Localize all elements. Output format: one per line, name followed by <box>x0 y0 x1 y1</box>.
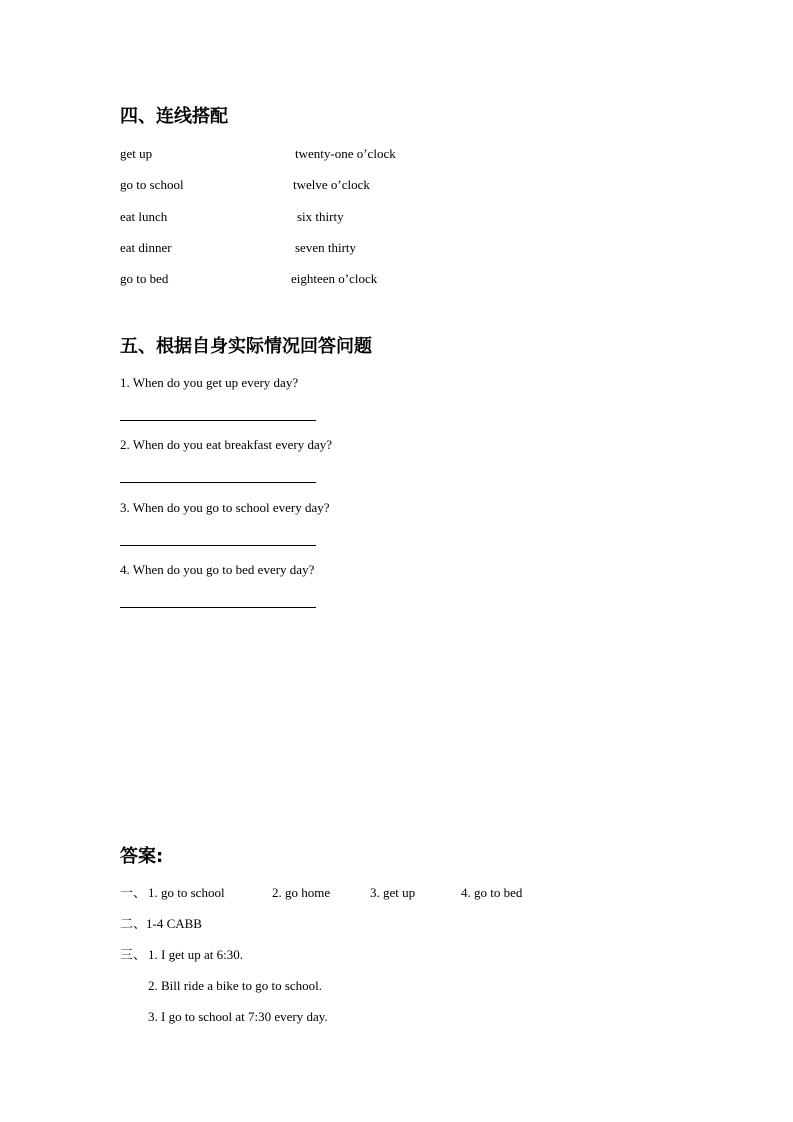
answers-title: 答案: <box>120 846 164 867</box>
match-left-item: go to school <box>120 177 184 192</box>
answer-line-2[interactable] <box>120 482 316 483</box>
answer-sentence: 2. Bill ride a bike to go to school. <box>148 978 323 993</box>
answer-item: 2. go home <box>272 885 331 900</box>
match-left-item: eat dinner <box>120 240 172 255</box>
question-2: 2. When do you eat breakfast every day? <box>120 437 333 452</box>
answer-item: 3. get up <box>370 885 416 900</box>
answer-item: 1. go to school <box>148 885 225 900</box>
answers-part1-prefix: 一、 <box>120 885 147 900</box>
question-4: 4. When do you go to bed every day? <box>120 562 315 577</box>
answer-item: 4. go to bed <box>461 885 523 900</box>
question-1: 1. When do you get up every day? <box>120 375 299 390</box>
answer-line-1[interactable] <box>120 420 316 421</box>
match-right-item: twelve o’clock <box>293 177 370 192</box>
answer-line-4[interactable] <box>120 607 316 608</box>
section4-title: 四、连线搭配 <box>120 106 228 127</box>
match-right-item: seven thirty <box>295 240 357 255</box>
answers-part3-prefix: 三、 <box>120 947 147 962</box>
match-right-item: six thirty <box>297 209 344 224</box>
answer-sentence: 3. I go to school at 7:30 every day. <box>148 1009 328 1024</box>
match-left-item: get up <box>120 146 153 161</box>
match-left-item: eat lunch <box>120 209 168 224</box>
question-3: 3. When do you go to school every day? <box>120 500 330 515</box>
answer-line-3[interactable] <box>120 545 316 546</box>
match-right-item: twenty-one o’clock <box>295 146 396 161</box>
section5-title: 五、根据自身实际情况回答问题 <box>120 336 372 357</box>
answer-sentence: 1. I get up at 6:30. <box>148 947 243 962</box>
answers-part2: 二、1-4 CABB <box>120 916 202 931</box>
match-right-item: eighteen o’clock <box>291 271 378 286</box>
match-left-item: go to bed <box>120 271 169 286</box>
